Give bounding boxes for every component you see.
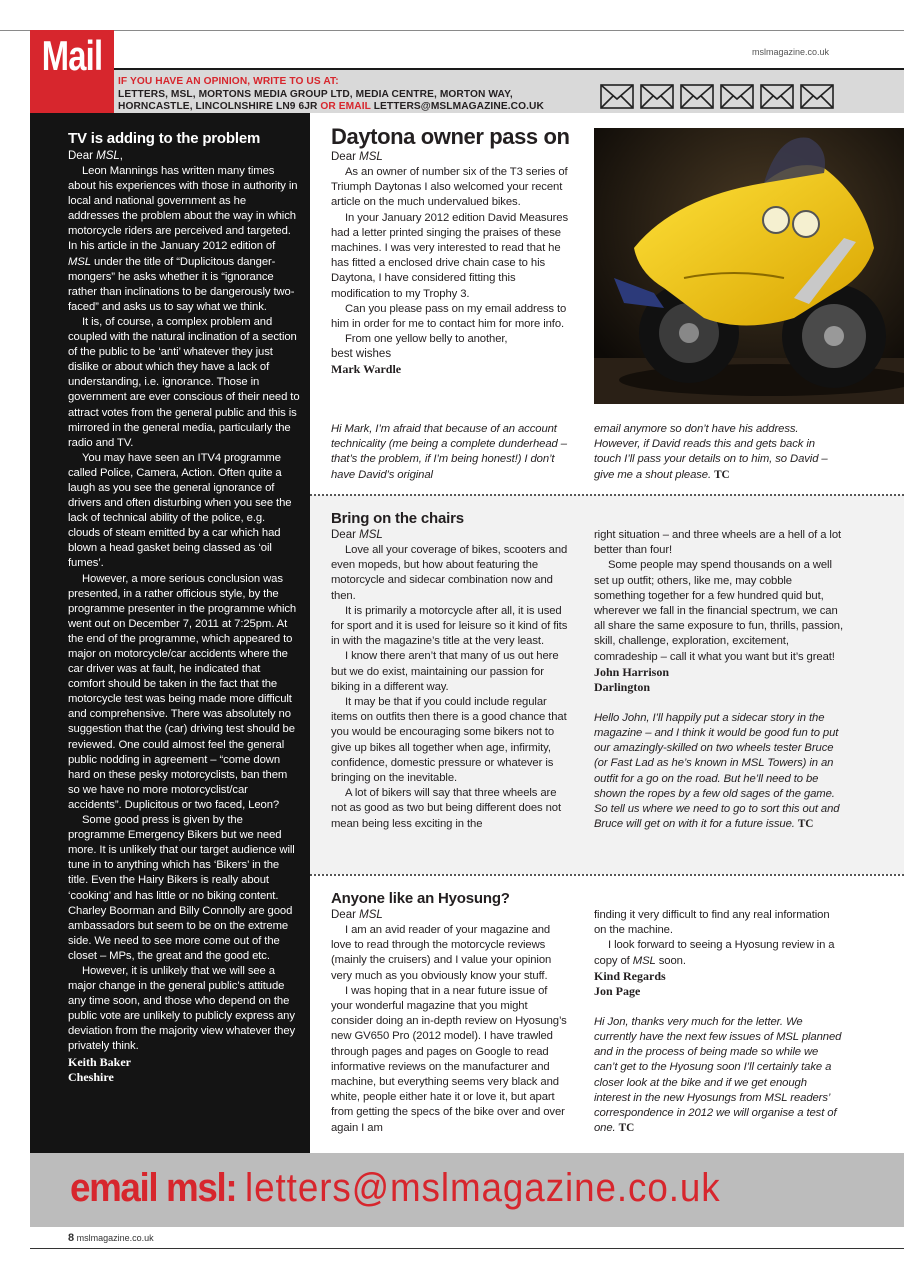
footer-site: mslmagazine.co.uk — [74, 1233, 154, 1243]
paragraph-continued: finding it very difficult to find any real information on the machine. — [594, 909, 830, 937]
paragraph: Leon Mannings has written many times about his experiences with those in authority in local and national government as he addresses the problem about the way in which motorcycle riders are perceived and targeted. In his article in the January 2012 edition of MSL under the title of “Duplicitous danger-mongers” he asks whether it is “ignorance rather than inclinations to be dangerously two-faced” and asks us to say what we think. — [68, 165, 298, 313]
letter-hyosung-col2 — [594, 908, 844, 1136]
envelope-icon — [681, 85, 713, 108]
address-line-2: LETTERS, MSL, MORTONS MEDIA GROUP LTD, MEDIA CENTRE, MORTON WAY, — [118, 87, 513, 100]
page-footer — [68, 1232, 154, 1244]
address-line-3: HORNCASTLE, LINCOLNSHIRE LN9 6JR OR EMAIL LETTERS@MSLMAGAZINE.CO.UK — [118, 100, 544, 112]
top-rule — [0, 30, 904, 31]
envelope-icon — [761, 85, 793, 108]
letter-sidecars-col1 — [331, 510, 571, 832]
paragraph: You may have seen an ITV4 programme called Police, Camera, Action. Often quite a laugh as you see the general ignorance of drivers and often disturbing when you see the lack of technical ability of the police, e.g. clouds of steam emitted by a car which had blown a head gasket being classed as ‘oil fumes’. — [68, 451, 292, 570]
editor-reply: Hi Mark, I’m afraid that because of an account technicality (me being a complete dunderhead – that’s the problem, if I’m being honest!) I don’t have David’s original — [331, 423, 567, 481]
page-number: 8 — [68, 1232, 75, 1244]
signature-closing: Kind Regards — [594, 968, 666, 983]
bottom-rule — [30, 1248, 904, 1249]
salutation: Dear MSL, — [68, 150, 123, 162]
closing: best wishes — [331, 348, 392, 361]
paragraph: However, it is unlikely that we will see a major change in the general public’s attitude any time soon, and those who depend on the public vote are unlikely to publicly express any deviation from the majority view whatever they privately think. — [68, 964, 296, 1053]
paragraph-continued: right situation – and three wheels are a hell of a lot better than four! — [594, 529, 842, 557]
address-intro: IF YOU HAVE AN OPINION, WRITE TO US AT: — [118, 75, 339, 87]
dotted-divider — [310, 494, 904, 496]
signature-name: Mark Wardle — [331, 362, 402, 377]
envelope-icon — [641, 85, 673, 108]
salutation: Dear MSL — [331, 909, 383, 921]
email-link[interactable]: letters@mslmagazine.co.uk — [245, 1166, 721, 1210]
postal-address — [118, 75, 544, 113]
envelope-icon — [721, 85, 753, 108]
paragraph: However, a more serious conclusion was presented, in a rather officious style, by the programme presenter in the programme which went out on December 7, 2011 at 7:25pm. At the end of the programme, which appeared to major on motorcycle/car accidents where the car driver was at fault, he indicated that comfort should be taken in the fact that the motorcycle test was being made more difficult and comprehensive. There was absolutely no suggestion that the (car) driving test should be reviewed. One could almost feel the general public nodding in agreement – “come down hard on these pesky motorcyclists, ban them so we have no more motorcyclist/car accidents”. Duplicitous or two faced, Leon? — [68, 572, 297, 811]
editor-initials: TC — [797, 818, 814, 831]
envelope-icon — [601, 85, 633, 108]
site-url-top: mslmagazine.co.uk — [752, 47, 830, 57]
paragraph: I look forward to seeing a Hyosung review in a copy of MSL soon. — [594, 939, 835, 967]
paragraph: From one yellow belly to another, — [345, 333, 508, 346]
email-banner-text: email msl: letters@mslmagazine.co.uk — [70, 1166, 721, 1210]
salutation: Dear MSL — [331, 529, 383, 541]
address-email[interactable]: LETTERS@MSLMAGAZINE.CO.UK — [373, 100, 544, 112]
letter-hyosung-col1 — [331, 890, 571, 1136]
section-title: Mail — [41, 32, 103, 79]
left-letter-column — [30, 113, 310, 1153]
paragraph: As an owner of number six of the T3 series of Triumph Daytonas I also welcomed your recent article on the much undervalued bikes. — [331, 166, 568, 209]
paragraph: I know there aren’t that many of us out here but we do exist, maintaining our passion for biking in a different way. — [331, 650, 559, 693]
address-bar — [114, 68, 904, 113]
signature-location: Cheshire — [68, 1069, 114, 1084]
email-banner — [30, 1153, 904, 1227]
paragraph: I was hoping that in a near future issue of your wonderful magazine that you might consider doing an in-depth review on Hyosung’s new GV650 Pro (2012 model). I have trawled through pages and pages on Google to read informative reviews on the manufacturer and machine, but everything seems very black and white, people either hate it or love it, but apart from getting the specs of the bike over and over again I am — [331, 984, 567, 1134]
paragraph: Can you please pass on my email address to him in order for me to contact him for more info. — [331, 302, 567, 331]
paragraph: A lot of bikers will say that three wheels are not as good as two but being different does not mean being less exciting in the — [331, 787, 561, 830]
paragraph: In your January 2012 edition David Measures had a letter printed singing the praises of these machines. I was very interested to read that he has fitted a enclosed drive chain case to his Daytona, I have considered fitting this modification to my Trophy 3. — [331, 211, 569, 300]
letter-daytona — [331, 124, 577, 378]
section-title-box — [30, 30, 114, 113]
paragraph: It is, of course, a complex problem and coupled with the natural inclination of a section of the public to be ‘anti’ whatever they just dislike or about which they have a lack of understanding, i.e. ignorance. Those in government are ever conscious of their need to attract votes from the general public and this is mirrored in the general media, particularly the radio and TV. — [68, 315, 300, 449]
paragraph: Love all your coverage of bikes, scooters and even mopeds, but how about featuring the motorcycle and sidecar combination now and then. — [331, 544, 568, 602]
envelope-icon — [801, 85, 833, 108]
letter-heading: TV is adding to the problem — [68, 130, 261, 147]
yellow-triumph-daytona-photo — [594, 128, 904, 404]
signature-name: Keith Baker — [68, 1054, 131, 1069]
letter-tv-problem — [68, 129, 300, 1085]
signature-name: Jon Page — [594, 984, 641, 999]
paragraph: I am an avid reader of your magazine and love to read through the motorcycle reviews (mainly the cruisers) and I value your opinion very much as you obviously know your stuff. — [331, 924, 552, 982]
letter-heading: Bring on the chairs — [331, 510, 464, 527]
editor-reply-daytona-a — [331, 422, 571, 483]
dotted-divider — [310, 874, 904, 876]
editor-reply: email anymore so don’t have his address. However, if David reads this and gets back in touch I’ll pass your details on to him, so David – give me a shout please. TC — [594, 423, 828, 481]
letter-heading: Anyone like an Hyosung? — [331, 890, 510, 907]
paragraph: Some good press is given by the programme Emergency Bikers but we need more. It is unlikely that our target audience will tune in to anything which has ‘Bikers’ in the title. Even the Hairy Bikers is really about ‘cooking’ and has little or no biking content. Charley Boorman and Billy Connolly are good ambassadors but seem to be on the extreme side. We need to see more come out of the closet – MPs, the great and the good etc. — [68, 814, 295, 962]
editor-reply: Hi Jon, thanks very much for the letter. We currently have the next few issues of MSL planned and in the process of being made so while we can’t get to the Hyosung soon I’ll certainly take a closer look at the bike and if we get enough interest in the new Hyosungs from MSL readers’ correspondence in 2012 we will organise a test of one. TC — [594, 1015, 842, 1135]
salutation: Dear MSL — [331, 151, 383, 163]
paragraph: It is primarily a motorcycle after all, it is used for sport and it is used for leisure so it kind of fits in with the magazine’s title at the very least. — [331, 604, 568, 648]
envelope-row — [600, 84, 840, 110]
motorcycle-illustration — [594, 128, 904, 404]
letter-heading: Daytona owner pass on — [331, 124, 570, 149]
signature-name: John Harrison — [594, 664, 670, 679]
paragraph: It may be that if you could include regular items on outfits then there is a good chance that you would be encouraging some bikers not to give up bikes all together when age, infirmity, confidence, domestic pressure or whatever is bringing on the inevitable. — [331, 696, 567, 785]
editor-initials: TC — [618, 1122, 635, 1135]
editor-reply-daytona-b — [594, 422, 844, 483]
letter-sidecars-col2 — [594, 528, 844, 832]
editor-reply: Hello John, I’ll happily put a sidecar story in the magazine – and I think it would be good fun to put our amazingly-skilled on two wheels tester Bruce (or Fast Lad as he’s known in MSL Towers) in an outfit for a go on the road. But he’ll need to be shown the ropes by a few old sages of the game. So tell us where we need to go to sort this out and Bruce will get on with it for a future issue. TC — [594, 711, 840, 831]
editor-initials: TC — [714, 468, 730, 481]
signature-location: Darlington — [594, 680, 651, 695]
paragraph: Some people may spend thousands on a well set up outfit; others, like me, may cobble something together for a few hundred quid but, wherever we fall in the financial spectrum, we can all share the same exposure to fun, thrills, passion, skill, challenge, exploration, excitement, comradeship – call it what you want but it’s great! — [594, 559, 844, 663]
